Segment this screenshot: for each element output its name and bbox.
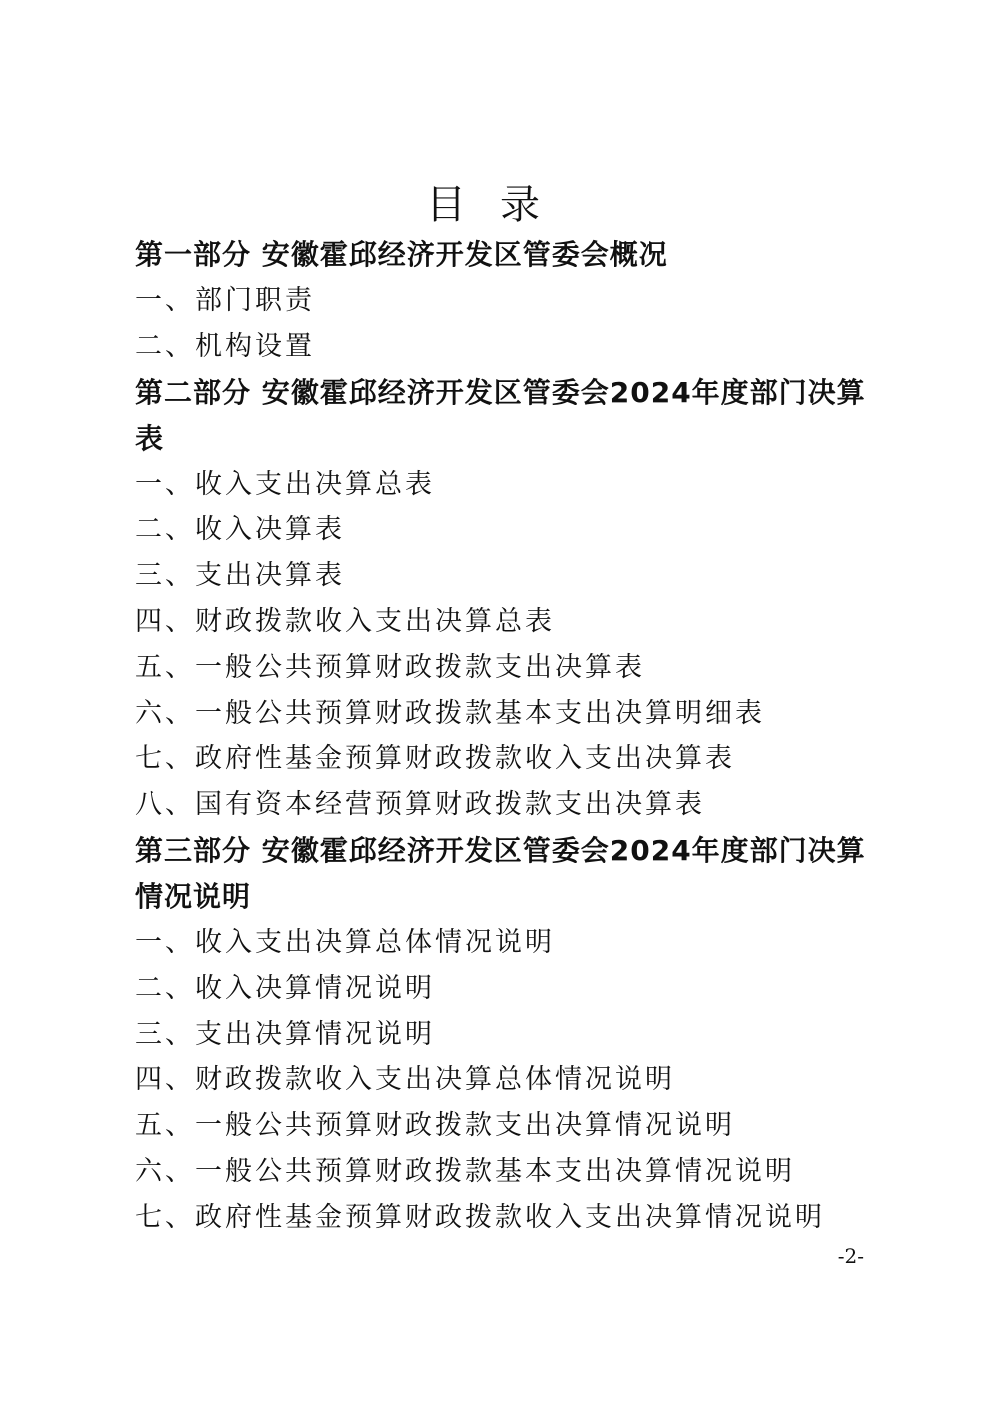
toc-part-3: 第三部分 安徽霍邱经济开发区管委会2024年度部门决算情况说明 bbox=[135, 833, 866, 913]
toc-item: 六、一般公共预算财政拨款基本支出决算明细表 bbox=[135, 697, 765, 729]
toc-item: 二、收入决算表 bbox=[135, 514, 345, 546]
toc-part-2: 第二部分 安徽霍邱经济开发区管委会2024年度部门决算表 bbox=[135, 375, 866, 455]
toc-item: 六、一般公共预算财政拨款基本支出决算情况说明 bbox=[135, 1155, 795, 1187]
toc-item: 八、国有资本经营预算财政拨款支出决算表 bbox=[135, 789, 705, 821]
toc-item: 四、财政拨款收入支出决算总表 bbox=[135, 605, 555, 637]
toc-item: 三、支出决算情况说明 bbox=[135, 1018, 435, 1050]
toc-item: 二、机构设置 bbox=[135, 330, 315, 362]
toc-item: 三、支出决算表 bbox=[135, 560, 345, 592]
toc-item: 四、财政拨款收入支出决算总体情况说明 bbox=[135, 1064, 675, 1096]
toc-title: 目录 bbox=[426, 182, 574, 228]
toc-item: 一、部门职责 bbox=[135, 285, 315, 316]
toc-item: 五、一般公共预算财政拨款支出决算情况说明 bbox=[135, 1110, 735, 1142]
toc-part-1: 第一部分 安徽霍邱经济开发区管委会概况 bbox=[135, 238, 668, 271]
toc-item: 一、收入支出决算总体情况说明 bbox=[135, 926, 555, 958]
toc-item: 七、政府性基金预算财政拨款收入支出决算情况说明 bbox=[135, 1201, 825, 1233]
toc-item: 五、一般公共预算财政拨款支出决算表 bbox=[135, 651, 645, 683]
toc-item: 一、收入支出决算总表 bbox=[135, 468, 435, 500]
toc-item: 七、政府性基金预算财政拨款收入支出决算表 bbox=[135, 743, 735, 775]
page-number: -2- bbox=[837, 1244, 864, 1268]
toc-item: 二、收入决算情况说明 bbox=[135, 972, 435, 1004]
table-of-contents bbox=[135, 232, 870, 1241]
